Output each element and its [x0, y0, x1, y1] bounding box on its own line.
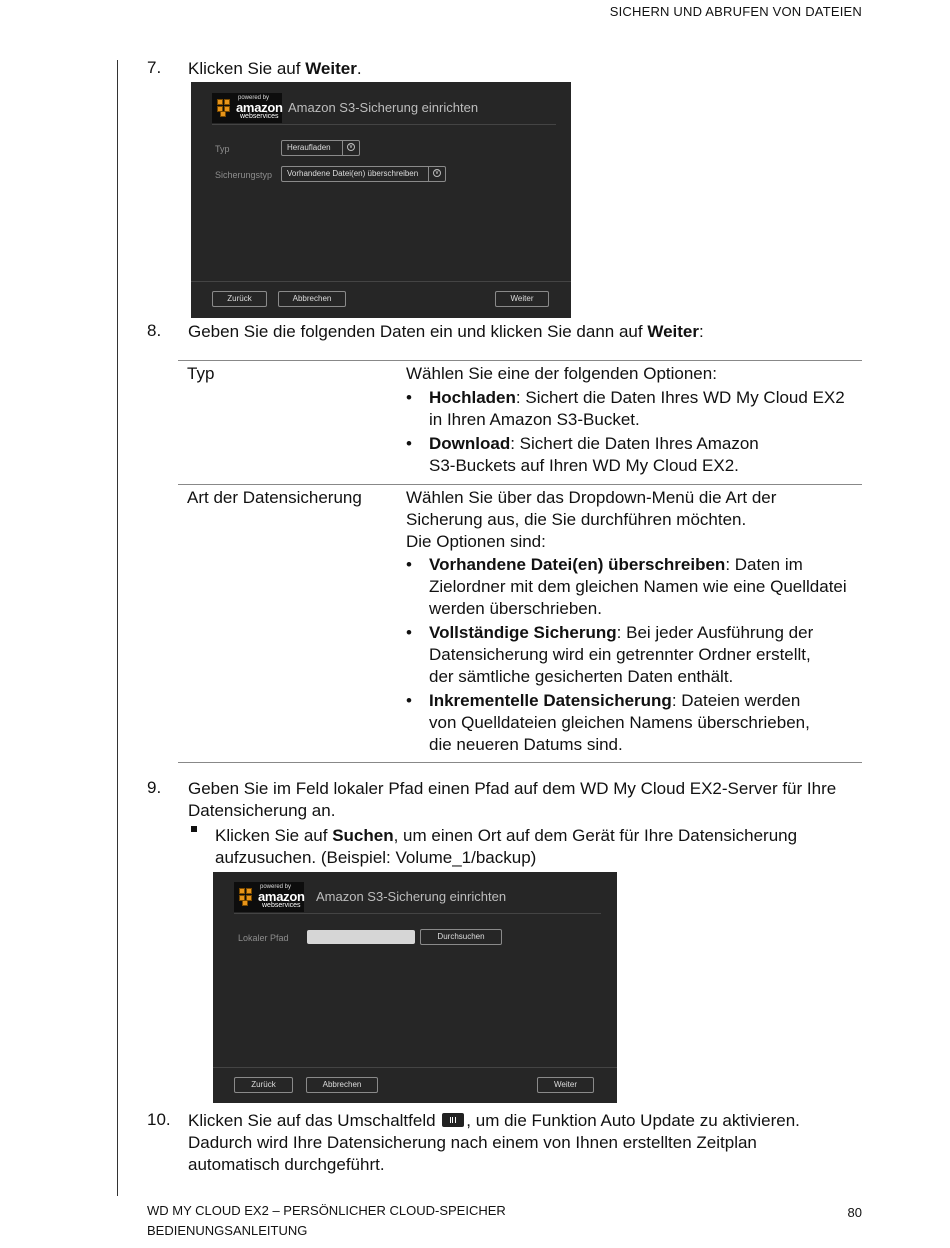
step-10-text: Klicken Sie auf das Umschaltfeld , um die Funktion Auto Update zu aktivieren. Dadurch wird Ihre Datensicherung nach einem von Ihnen erstellten Zeitplan automatisch durchgeführt. — [188, 1111, 800, 1174]
weiter-term: Weiter — [305, 59, 357, 78]
step-9-substep: Klicken Sie auf Suchen, um einen Ort auf dem Gerät für Ihre Datensicherung aufzusuchen. (Beispiel: Volume_1/backup) — [215, 826, 798, 867]
s3-setup-dialog-1 — [191, 82, 571, 318]
type-label: Typ — [215, 144, 230, 154]
table-bottom-rule — [178, 762, 862, 763]
local-path-input[interactable] — [307, 930, 415, 944]
row-backup-type-label: Art der Datensicherung — [187, 488, 362, 507]
aws-boxes-icon — [217, 99, 233, 117]
page-number: 80 — [847, 1205, 862, 1220]
row-backup-type-intro: Wählen Sie über das Dropdown-Menü die Art der Sicherung aus, die Sie durchführen möchten. Die Optionen sind: — [406, 488, 777, 551]
s3-setup-dialog-2 — [213, 872, 617, 1103]
chevron-down-icon: v — [347, 143, 355, 151]
aws-logo: powered by amazon webservices — [212, 93, 282, 123]
backup-type-label: Sicherungstyp — [215, 170, 273, 180]
title-divider — [234, 913, 601, 914]
step-9-text: Geben Sie im Feld lokaler Pfad einen Pfad auf dem WD My Cloud EX2-Server für Ihre Datensicherung an. — [188, 779, 837, 820]
next-button[interactable]: Weiter — [495, 291, 549, 307]
footer-divider — [213, 1067, 617, 1068]
aws-logo: powered by amazon webservices — [234, 882, 304, 912]
type-select[interactable]: Heraufladen v — [281, 140, 360, 156]
square-bullet-icon — [191, 826, 197, 832]
step-10-number: 10. — [147, 1110, 171, 1129]
section-header: SICHERN UND ABRUFEN VON DATEIEN — [609, 4, 862, 19]
cancel-button[interactable]: Abbrechen — [278, 291, 346, 307]
step-8-text: Geben Sie die folgenden Daten ein und klicken Sie dann auf Weiter: — [188, 322, 704, 341]
aws-boxes-icon — [239, 888, 255, 906]
cancel-button[interactable]: Abbrechen — [306, 1077, 378, 1093]
dialog-title: Amazon S3-Sicherung einrichten — [316, 889, 507, 904]
footer-divider — [191, 281, 571, 282]
next-button[interactable]: Weiter — [537, 1077, 594, 1093]
dialog-title: Amazon S3-Sicherung einrichten — [288, 100, 479, 115]
local-path-label: Lokaler Pfad — [238, 933, 289, 943]
backup-type-select[interactable]: Vorhandene Datei(en) überschreiben v — [281, 166, 446, 182]
step-7-number: 7. — [147, 58, 162, 77]
back-button[interactable]: Zurück — [234, 1077, 293, 1093]
table-row-rule — [178, 484, 862, 485]
step-7-text: Klicken Sie auf Weiter. — [188, 59, 362, 78]
table-top-rule — [178, 360, 862, 361]
row-type-intro: Wählen Sie eine der folgenden Optionen: — [406, 364, 717, 383]
step-9-number: 9. — [147, 778, 162, 797]
row-type-label: Typ — [187, 364, 215, 383]
margin-rule — [117, 60, 118, 1196]
title-divider — [212, 124, 556, 125]
toggle-switch-icon — [442, 1113, 464, 1127]
step-8-number: 8. — [147, 321, 162, 340]
back-button[interactable]: Zurück — [212, 291, 267, 307]
chevron-down-icon: v — [433, 169, 441, 177]
footer-title: WD MY CLOUD EX2 – PERSÖNLICHER CLOUD-SPEICHER BEDIENUNGSANLEITUNG — [147, 1203, 506, 1238]
browse-button[interactable]: Durchsuchen — [420, 929, 502, 945]
